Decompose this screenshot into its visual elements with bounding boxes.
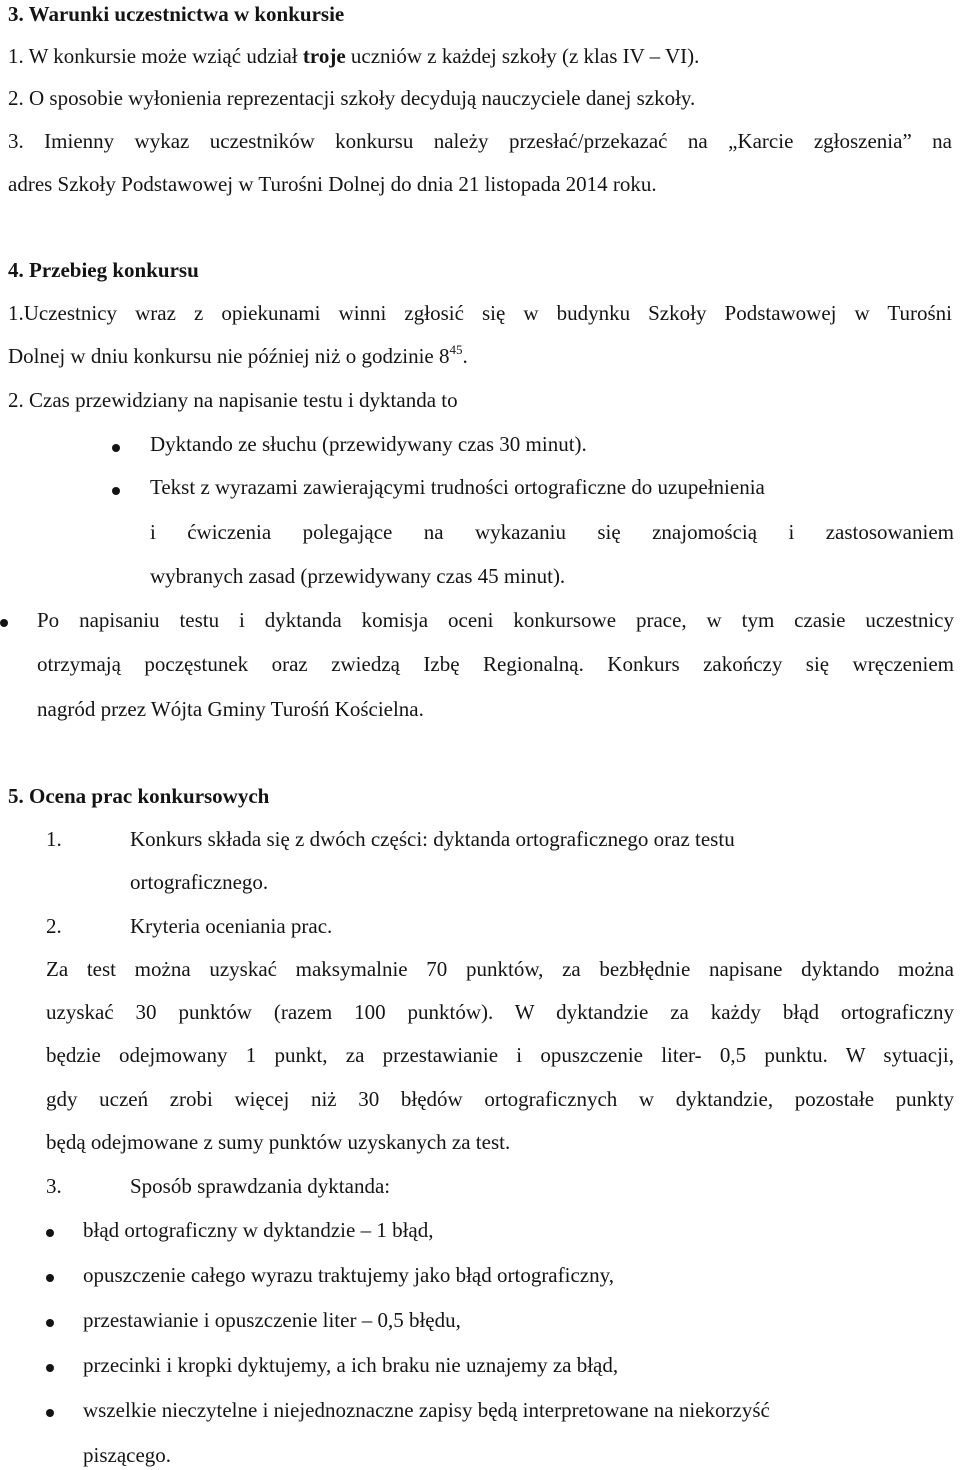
s5-item-1-line-2: ortograficznego. <box>130 870 269 894</box>
bullet-icon <box>112 487 120 495</box>
bullet-icon <box>46 1409 54 1417</box>
s4-item-1-end: . <box>462 344 468 368</box>
rule-item: przestawianie i opuszczenie liter – 0,5 błędu, <box>83 1308 461 1332</box>
section-5-heading: 5. Ocena prac konkursowych <box>8 784 270 808</box>
s5-para-line-3: będzie odejmowany 1 punkt, za przestawianie i opuszczenie liter- 0,5 punktu. W sytuacji, <box>46 1043 954 1067</box>
bullet-icon <box>46 1364 54 1372</box>
s3-item-1 <box>8 42 699 70</box>
rule-item: wszelkie nieczytelne i niejednoznaczne zapisy będą interpretowane na niekorzyść <box>83 1398 770 1422</box>
s5-para-line-5: będą odejmowane z sumy punktów uzyskanych za test. <box>46 1130 511 1154</box>
s5-item-1-number: 1. <box>46 827 62 851</box>
rule-item-continuation: piszącego. <box>83 1443 172 1467</box>
s4-sub-2-line-3: wybranych zasad (przewidywany czas 45 minut). <box>150 564 566 588</box>
s3-item-1-bold: troje <box>302 44 346 68</box>
s4-sub-2-line-2: i ćwiczenia polegające na wykazaniu się znajomością i zastosowaniem <box>150 520 954 544</box>
bullet-icon <box>46 1274 54 1282</box>
section-3-heading: 3. Warunki uczestnictwa w konkursie <box>8 2 345 26</box>
s5-item-2-number: 2. <box>46 914 62 938</box>
s3-item-3-line-2: adres Szkoły Podstawowej w Turośni Dolnej do dnia 21 listopada 2014 roku. <box>8 172 657 196</box>
s4-item-1-superscript: 45 <box>449 342 463 357</box>
s4-item-1-line-2 <box>8 342 468 370</box>
rule-item: przecinki i kropki dyktujemy, a ich braku nie uznajemy za błąd, <box>83 1353 619 1377</box>
section-4-heading: 4. Przebieg konkursu <box>8 258 199 282</box>
s4-item-2: 2. Czas przewidziany na napisanie testu i dyktanda to <box>8 388 458 412</box>
s4-sub-1: Dyktando ze słuchu (przewidywany czas 30 minut). <box>150 432 587 456</box>
s5-item-3-number: 3. <box>46 1174 62 1198</box>
bullet-icon <box>46 1319 54 1327</box>
rule-item: opuszczenie całego wyrazu traktujemy jako błąd ortograficzny, <box>83 1263 614 1287</box>
s4-after-line-2: otrzymają poczęstunek oraz zwiedzą Izbę Regionalną. Konkurs zakończy się wręczeniem <box>37 652 954 676</box>
s4-after-line-3: nagród przez Wójta Gminy Turośń Kościelna. <box>37 697 424 721</box>
s3-item-1-post: uczniów z każdej szkoły (z klas IV – VI). <box>345 44 700 68</box>
s4-sub-2-line-1: Tekst z wyrazami zawierającymi trudności ortograficzne do uzupełnienia <box>150 475 765 499</box>
s4-item-1-line-1: 1.Uczestnicy wraz z opiekunami winni zgłosić się w budynku Szkoły Podstawowej w Turośni <box>8 301 952 325</box>
s5-item-1-line-1: Konkurs składa się z dwóch części: dyktanda ortograficznego oraz testu <box>130 827 735 851</box>
s5-para-line-4: gdy uczeń zrobi więcej niż 30 błędów ortograficznych w dyktandzie, pozostałe punkty <box>46 1087 954 1111</box>
s3-item-3-line-1: 3. Imienny wykaz uczestników konkursu należy przesłać/przekazać na „Karcie zgłoszenia” na <box>8 129 952 153</box>
bullet-icon <box>112 444 120 452</box>
s5-item-3: Sposób sprawdzania dyktanda: <box>130 1174 391 1198</box>
s5-para-line-2: uzyskać 30 punktów (razem 100 punktów). W dyktandzie za każdy błąd ortograficzny <box>46 1000 954 1024</box>
s5-item-2: Kryteria oceniania prac. <box>130 914 333 938</box>
s3-item-1-pre: 1. W konkursie może wziąć udział <box>8 44 303 68</box>
bullet-icon <box>46 1229 54 1237</box>
s3-item-2: 2. O sposobie wyłonienia reprezentacji szkoły decydują nauczyciele danej szkoły. <box>8 86 696 110</box>
rule-item: błąd ortograficzny w dyktandzie – 1 błąd, <box>83 1218 434 1242</box>
s4-after-line-1: Po napisaniu testu i dyktanda komisja oceni konkursowe prace, w tym czasie uczestnicy <box>37 608 954 632</box>
s5-para-line-1: Za test można uzyskać maksymalnie 70 punktów, za bezbłędnie napisane dyktando można <box>46 957 954 981</box>
bullet-icon <box>0 619 8 627</box>
s4-item-1-text: Dolnej w dniu konkursu nie później niż o godzinie 8 <box>8 344 450 368</box>
